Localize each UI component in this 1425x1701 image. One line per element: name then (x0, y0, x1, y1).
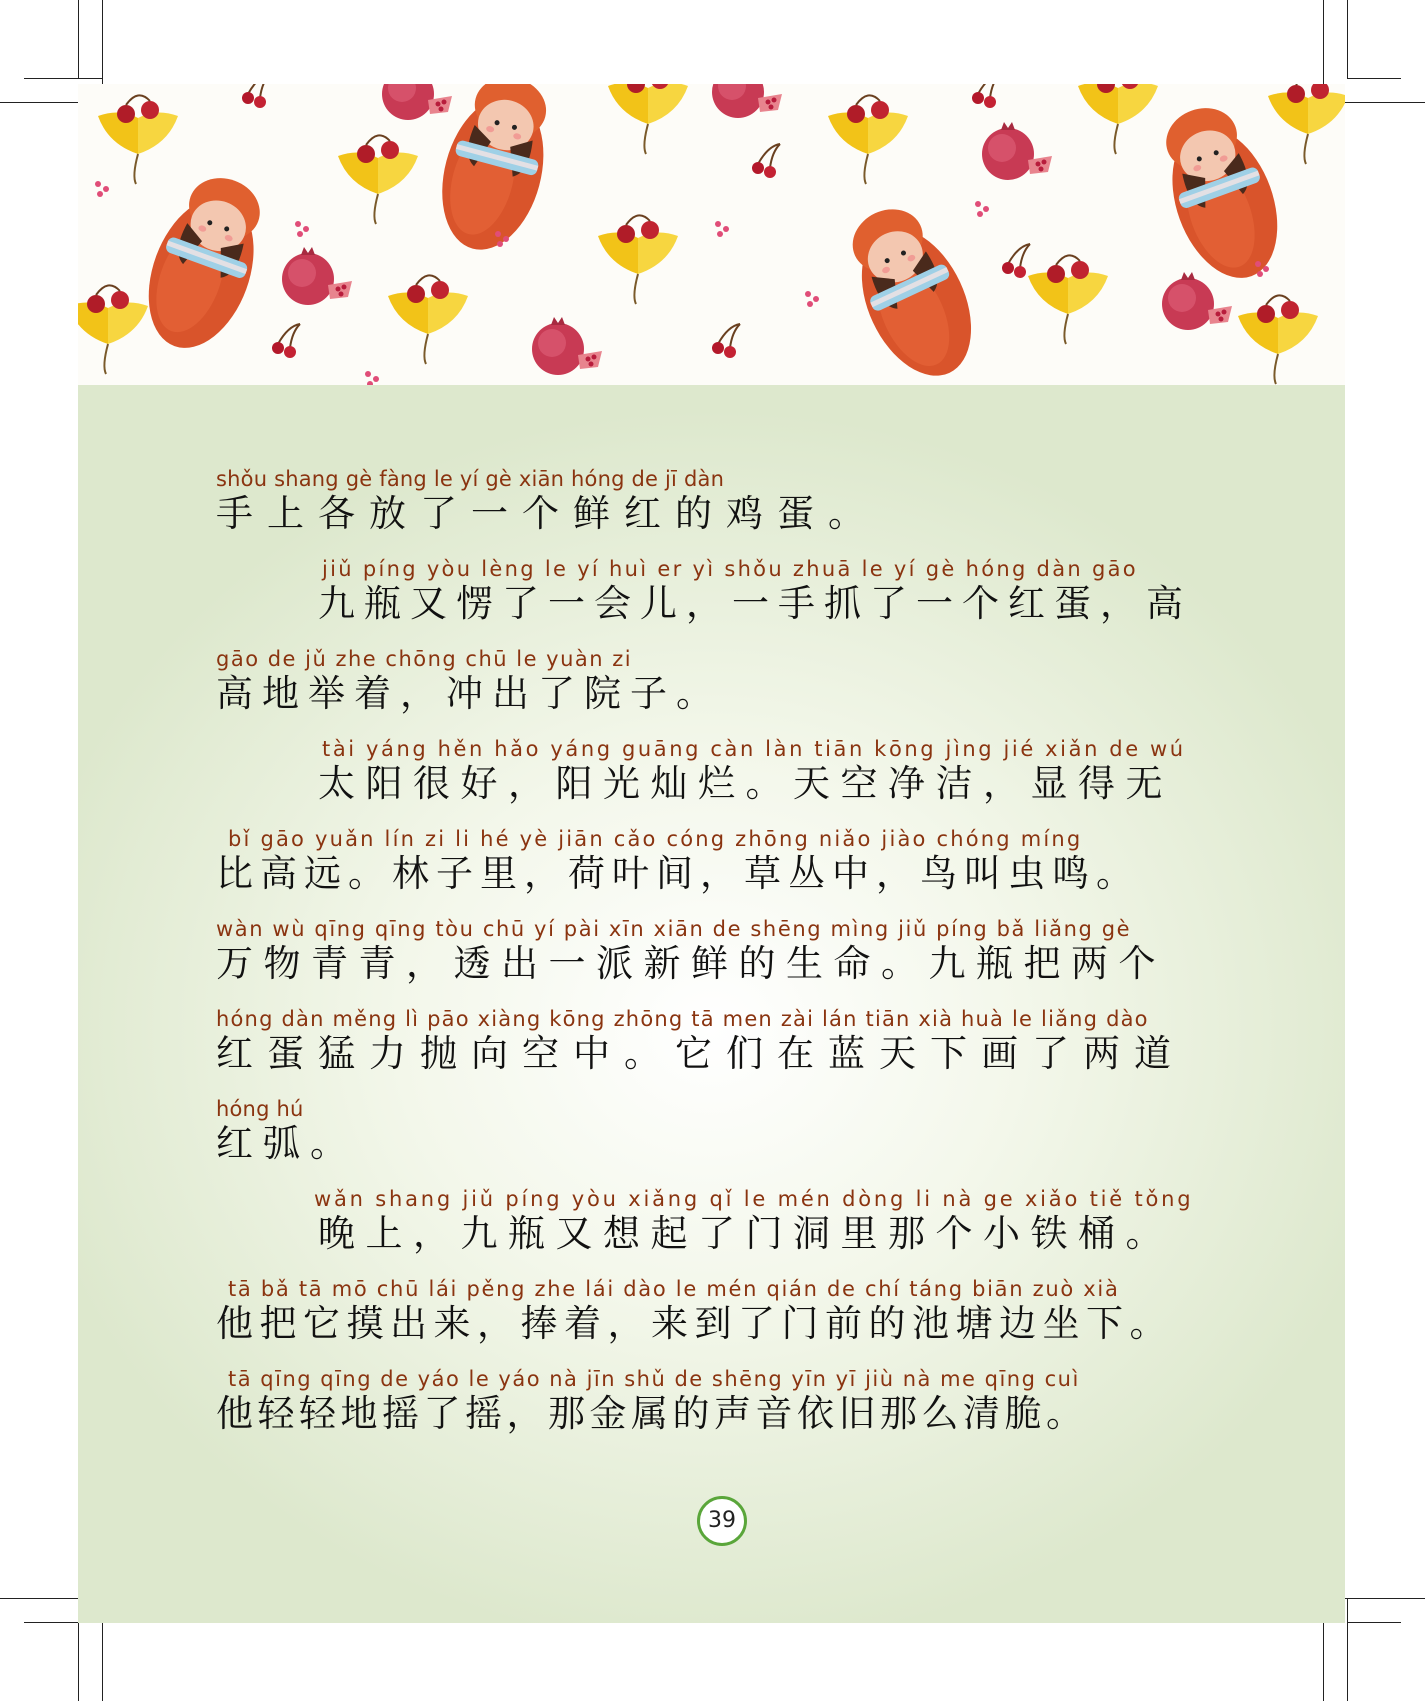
crop-mark (1347, 0, 1348, 78)
pinyin-line: gāo de jǔ zhe chōng chū le yuàn zi (216, 647, 633, 671)
pinyin-line: tā bǎ tā mō chū lái pěng zhe lái dào le mén qián de chí táng biān zuò xià (228, 1277, 1120, 1301)
crop-mark (1347, 78, 1401, 79)
hanzi-line: 太阳很好，阳光灿烂。天空净洁，显得无 (318, 762, 1173, 805)
pinyin-line: tài yáng hěn hǎo yáng guāng càn làn tiān kōng jìng jié xiǎn de wú (322, 737, 1186, 761)
text-panel (78, 385, 1345, 1623)
pinyin-line: wǎn shang jiǔ píng yòu xiǎng qǐ le mén dòng li nà ge xiǎo tiě tǒng (314, 1187, 1194, 1211)
hanzi-line: 万物青青，透出一派新鲜的生命。九瓶把两个 (216, 942, 1166, 985)
pinyin-line: jiǔ píng yòu lèng le yí huì er yì shǒu zhuā le yí gè hóng dàn gāo (322, 557, 1138, 581)
pinyin-line: shǒu shang gè fàng le yí gè xiān hóng de jī dàn (216, 467, 725, 491)
crop-mark (1347, 1598, 1348, 1701)
hanzi-line: 手上各放了一个鲜红的鸡蛋。 (216, 492, 879, 535)
crop-mark (24, 78, 102, 79)
pinyin-line: hóng hú (216, 1097, 304, 1121)
pinyin-line: tā qīng qīng de yáo le yáo nà jīn shǔ de shēng yīn yī jiù nà me qīng cuì (228, 1367, 1080, 1391)
pinyin-line: hóng dàn měng lì pāo xiàng kōng zhōng tā men zài lán tiān xià huà le liǎng dào (216, 1007, 1149, 1031)
hanzi-line: 红蛋猛力抛向空中。它们在蓝天下画了两道 (216, 1032, 1185, 1075)
hanzi-line: 他把它摸出来，捧着，来到了门前的池塘边坐下。 (216, 1302, 1173, 1345)
crop-mark (102, 1622, 103, 1701)
decorative-banner (78, 84, 1345, 385)
hanzi-line: 晚上，九瓶又想起了门洞里那个小铁桶。 (318, 1212, 1173, 1255)
hanzi-line: 红弧。 (216, 1122, 357, 1165)
pinyin-line: bǐ gāo yuǎn lín zi li hé yè jiān cǎo cóng zhōng niǎo jiào chóng míng (228, 827, 1083, 851)
pinyin-line: wàn wù qīng qīng tòu chū yí pài xīn xiān de shēng mìng jiǔ píng bǎ liǎng gè (216, 917, 1132, 941)
hanzi-line: 他轻轻地摇了摇，那金属的声音依旧那么清脆。 (216, 1392, 1088, 1435)
banner-illustration (78, 84, 1345, 385)
hanzi-line: 比高远。林子里，荷叶间，草丛中，鸟叫虫鸣。 (216, 852, 1140, 895)
hanzi-line: 九瓶又愣了一会儿，一手抓了一个红蛋，高 (318, 582, 1192, 625)
crop-mark (1323, 1622, 1324, 1701)
page-number: 39 (697, 1496, 747, 1546)
hanzi-line: 高地举着，冲出了院子。 (216, 672, 722, 715)
crop-mark (1347, 1622, 1401, 1623)
crop-mark (78, 0, 79, 78)
